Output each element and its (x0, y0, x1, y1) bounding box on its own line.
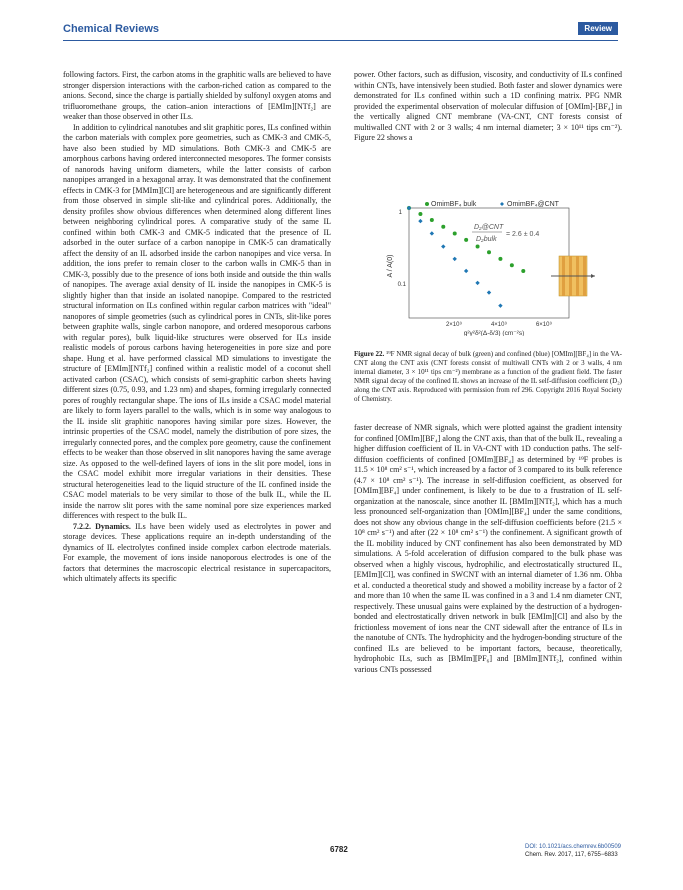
x-axis-label: g²γ²δ²(Δ-δ/3) (cm⁻²s) (463, 330, 525, 336)
right-column-top (354, 70, 622, 144)
paragraph: following factors. First, the carbon atoms in the graphitic walls are believed to have stronger dispersion interactions with the carbon-riched cation as compared to the anions. Second, since the charge is partially shielded by sulfonyl oxygen atoms and trifluoromethane groups, the cation–anion interactions of [EMIm][NTf₂] are weaker than those observed in other ILs. (63, 70, 331, 121)
paragraph: faster decrease of NMR signals, which were plotted against the gradient intensity for confined [OMIm][BF₄] along the CNT axis, than that of the bulk IL, revealing a higher diffusion coefficient of IL in VA-CNT with 1D conduction paths. The self-diffusion coefficients of confined [OMIm][BF₄] as determined by ¹⁹F probes is 11.5 × 10⁸ cm² s⁻¹, which increased by a factor of 3 compared to its bulk reference (4.7 × 10⁸ cm² s⁻¹). The increase in self-diffusion coefficient, as observed for [OMIm][BF₄] under confinement, is likely to be due to a frustration of IL self-organization at the nanoscale, since another IL [BMIm][NTf₂], which has a much less pronounced self-organization than [OMIm][BF₄] under the same conditions, does not show any obvious change in the self-diffusion coefficients before (21.5 × 10⁸ cm² s⁻¹) and after (22 × 10⁸ cm² s⁻¹) the confinement. A significant growth of the IL mobility induced by CNT confinement has also been demonstrated by MD simulations. A 5-fold acceleration of diffusion compared to the bulk phase was observed when a highly viscous, hydrophilic, and electrostatically structured IL, [EMIm][Cl], was confined in SWCNT with an internal diameter of 1.36 nm. Ohba et al. conducted a theoretical study and showed a mobility increase by a factor of 2 and more than 10 when the same IL was confined in a 3 and 1.4 nm diameter CNT, respectively. These unusual gains were explained by the destruction of a hydrogen-bonded and electrostatically driven network in bulk [EMIm][Cl] and also by the frictionless movement of ions near the CNT sidewall after the entrance of ILs in the nanotube of CNTs. The hydrophicity and the hydrogen-bonding structure of the confined ILs are believed to be important factors, because, theoretically, hydrophobic ILs, such as [BMIm][PF₆] and [BMIm][NTf₂], confined within various CNTs possessed (354, 423, 622, 674)
cnt-illustration (551, 256, 595, 296)
data-point-bulk (510, 263, 514, 267)
ytick-01: 0.1 (397, 282, 406, 288)
data-point-bulk (418, 212, 422, 216)
xtick-1: 4×10⁹ (490, 322, 508, 328)
data-point-cnt (441, 244, 445, 248)
figure-22 (354, 196, 622, 336)
page-number: 6782 (330, 845, 348, 854)
chart-svg (354, 196, 622, 336)
ytick-1: 1 (398, 210, 402, 216)
data-point-bulk (464, 238, 468, 242)
data-point-cnt (464, 269, 468, 273)
data-point-bulk (430, 218, 434, 222)
data-point-cnt (487, 290, 491, 294)
data-point-bulk (441, 225, 445, 229)
data-point-bulk (521, 269, 525, 273)
data-point-bulk (476, 245, 480, 249)
data-point-cnt (407, 206, 411, 210)
ratio-value: = 2.6 ± 0.4 (506, 231, 540, 238)
xtick-0: 2×10⁹ (445, 322, 463, 328)
y-axis-label: A / A(0) (387, 254, 394, 278)
data-point-cnt (498, 303, 502, 307)
data-point-bulk (453, 231, 457, 235)
citation: Chem. Rev. 2017, 117, 6755−6833 (525, 852, 618, 858)
data-point-cnt (453, 257, 457, 261)
doi-link[interactable]: DOI: 10.1021/acs.chemrev.6b00509 (525, 844, 621, 850)
caption-label: Figure 22. (354, 350, 385, 358)
legend-cnt: OmimBF₄@CNT (507, 201, 559, 208)
legend-bulk: OmimBF₄ bulk (431, 201, 477, 208)
caption-text: ¹⁹F NMR signal decay of bulk (green) and confined (blue) [OMIm][BF₄] in the VA-CNT along the CNT axis (CNT forests consist of multiwall CNTs with 2 or 3 walls, 4 nm internal diameter, 3 × 10¹¹ tips cm⁻²) membrane as a function of the gradient field. The faster NMR signal decay of the confined IL shows an increase of the IL self-diffusion coefficient (D₂) along the CNT axis. Reproduced with permission from ref 296. Copyright 2016 Royal Society of Chemistry. (354, 350, 623, 403)
data-point-bulk (498, 257, 502, 261)
left-column (63, 70, 331, 585)
footer-doi-block (525, 843, 621, 859)
review-badge: Review (578, 22, 618, 35)
data-point-cnt (475, 281, 479, 285)
journal-title: Chemical Reviews (63, 23, 159, 35)
data-point-bulk (487, 250, 491, 254)
paragraph: In addition to cylindrical nanotubes and slit graphitic pores, ILs confined within the carbon materials with complex pore geometries, such as CMK-3 and CMK-5, have also been studied by MD simulations. Both CMK-3 and CMK-5 are amorphous carbons having ordered interconnected mesopores. The former consists of nanorods having uniform diameters, while the latter consists of carbon nanopipes arranged in a hexagonal array. It was demonstrated that the confinement effects in CMK-3 for [MMIm][Cl] are heterogeneous and are significantly different from those observed in simple slit-like and cylindrical pores. Additionally, the density profiles show obvious differences when determined along different lines between neighboring cylindrical pores. A comparative study of the same IL confined within both CMK-3 and CMK-5 indicated that the presence of IL adsorbed in the outer surface of a carbon nanopipe in CMK-5 can dramatically affect the density of an IL adsorbed inside the carbon nanopipes and vice versa. In addition, the ions prefer to remain closer to the carbon walls in CMK-5 than in CMK-3, possibly due to the presence of ions both inside and outside the thin walls of nanopipes. The average axial density of IL inside the nanopipes in CMK-5 is slightly higher than that inside an isolated nanopipe. Compared to the restricted structural information on ILs confined within regular carbon matrices with "ideal" nanopores of simple geometries (such as cylindrical pores in CNTs, slit-like pores between graphite walls, single carbon nanopore, and ordered mesoporous carbons with regular pores), bulk liquid-like structures were observed for ILs inside realistic models of porous carbons having heterogeneities in pore size and pore shape. Hung et al. have performed classical MD simulations to investigate the structure of [EMIm][NTf₂] confined within a realistic model of a coconut shell activated carbon (CSAC), which consists of semi-graphitic carbon sheets having different sizes (0.75, 0.93, and 1.23 nm) and shapes, forming irregularly connected pores of roughly rectangular shape. The ions of ILs inside a CSAC model material are likely to form layers parallel to the walls, which is in some way analogous to the IL inside slit graphitic nanopores having similar pore sizes. However, the intrinsic properties of the CSAC model, namely the distribution of pore sizes, the irregularly connected pores, and the complex pore geometry, cause the confinement effects to be weaker than those observed in slit nanopores having the same average size. As opposed to the well-defined layers of ions in the slit pore model, ions in the CSAC model exhibit more irregular variations in their densities. These structural heterogeneities lead to the liquid structure of the IL confined inside the CSAC model materials to be very similar to those of the bulk IL, while the IL inside the narrow slit pores with the same nominal pore size experiences marked differences with respect to the bulk IL. (63, 122, 331, 520)
figure-caption (354, 350, 622, 404)
right-column-bottom (354, 423, 622, 675)
section-heading: 7.2.2. Dynamics. (73, 521, 131, 531)
legend-marker-cnt (500, 202, 504, 206)
ratio-top: D₂@CNT (474, 224, 504, 231)
data-point-cnt (430, 231, 434, 235)
paragraph: power. Other factors, such as diffusion, viscosity, and conductivity of ILs confined within CNTs, have intensively been studied. Both faster and slower dynamics were demonstrated for ILs confined within such a 1D confining matrix. PFG NMR provided the experimental observation of molecular diffusion of [OMIm]-[BF₄] in the vertically aligned CNT membrane (VA-CNT, CNT forests consist of multiwalled CNT with 2 or 3 walls; 4 nm internal diameter; 3 × 10¹¹ tips cm⁻²). Figure 22 shows a (354, 70, 622, 142)
xtick-2: 6×10⁹ (535, 322, 553, 328)
paragraph-dynamics (63, 522, 331, 585)
paragraph-text: ILs have been widely used as electrolytes in power and storage devices. These applications require an in-depth understanding of the dynamics of IL electrolytes confined inside complex carbon electrode materials. For example, the movement of ions inside nanoporous electrodes is one of the factors that determines the macroscopic electrical resistance in supercapacitors, which ultimately affects its specific (63, 521, 332, 583)
ratio-bottom: D₂bulk (476, 236, 497, 243)
legend-marker-bulk (425, 202, 429, 206)
page-header (63, 20, 618, 41)
data-point-cnt (418, 219, 422, 223)
